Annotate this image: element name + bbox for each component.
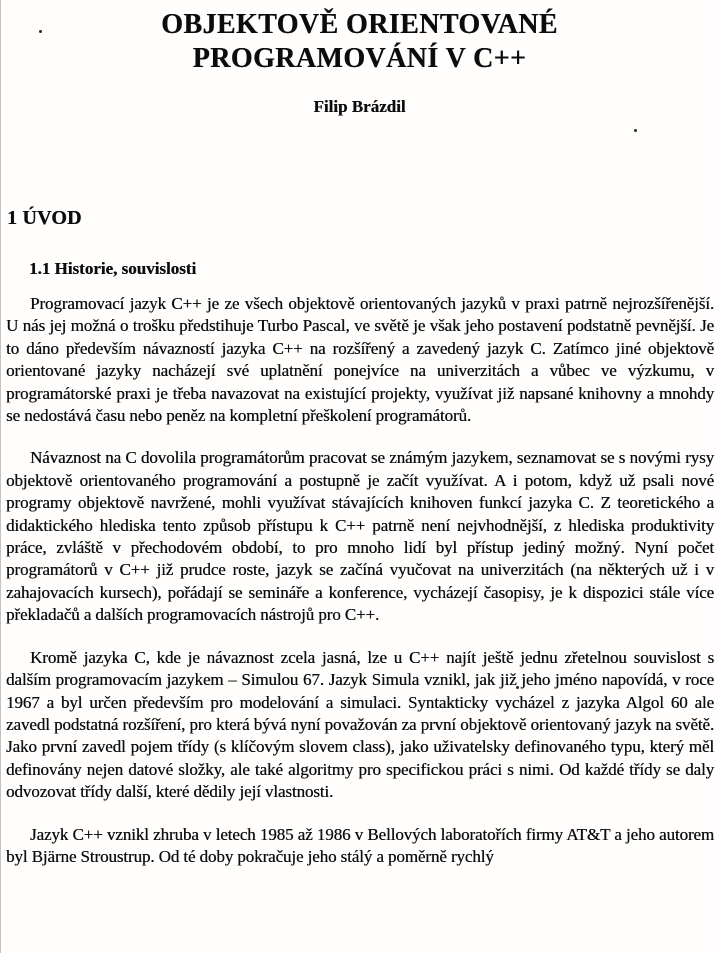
paragraph-4: Jazyk C++ vznikl zhruba v letech 1985 až 1986 v Bellových laboratořích firmy AT&T a jeho autorem byl Bjärne Stroustrup. Od té doby pokračuje jeho stálý a poměrně rychlý [6,824,714,866]
document-title [0,8,719,76]
document-title-line1: OBJEKTOVĚ ORIENTOVANÉ [161,9,558,40]
scan-edge-artifact [0,0,1,953]
body-text [6,293,714,888]
paragraph-2: Návaznost na C dovolila programátorům pracovat se známým jazykem, seznamovat se s novými rysy objektově orientovaného programování a postupně je začít využívat. A i potom, když už psali nové programy objektově navržené, mohli využívat stávajících knihoven funkcí jazyka C. Z teoretického a didaktického hlediska tento způsob přístupu k C++ patrně není nejvhodnější, z hlediska produktivity práce, zvláště v přechodovém období, to pro mnoho lidí byl přístup jediný možný. Nyní počet programátorů v C++ již prudce roste, jazyk se začíná vyučovat na univerzitách (na některých už i v zahajovacích kursech), pořádají se semináře a konference, vycházejí časopisy, je k dispozici stále více překladačů a dalších programovacích nástrojů pro C++. [6,448,714,625]
scan-speck [634,129,637,132]
subsection-heading: 1.1 Historie, souvislosti [29,259,197,278]
author-name: Filip Brázdil [313,97,406,116]
paragraph-3: Kromě jazyka C, kde je návaznost zcela jasná, lze u C++ najít ještě jednu zřetelnou souvislost s dalším programovacím jazykem – Simulou 67. Jazyk Simula vznikl, jak již jeho jméno napovídá, v roce 1967 a byl určen především pro modelování a simulaci. Syntakticky vycházel z jazyka Algol 60 ale zavedl podstatná rozšíření, pro která bývá nyní považován za první objektově orientovaný jazyk na světě. Jako první zavedl pojem třídy (s klíčovým slovem class), jako uživatelsky definovaného typu, který měl definovány nejen datové složky, ale také algoritmy pro specifickou práci s nimi. Od každé třídy se daly odvozovat třídy další, které dědily její vlastnosti. [6,647,714,802]
section-heading: 1 ÚVOD [7,207,82,229]
document-title-line2: PROGRAMOVÁNÍ V C++ [192,43,527,74]
paragraph-1: Programovací jazyk C++ je ze všech objektově orientovaných jazyků v praxi patrně nejrozšířenější. U nás jej možná o trošku předstihuje Turbo Pascal, ve světě je však jeho postavení podstatně pevnější. Je to dáno především návazností jazyka C++ na rozšířený a zavedený jazyk C. Zatímco jiné objektově orientované jazyky nacházejí své uplatnění ponejvíce na univerzitách a vůbec ve výzkumu, v programátorské praxi je třeba navazovat na existující projekty, využívat již napsané knihovny a mnohdy se nedostává času nebo peněz na kompletní přeškolení programátorů. [6,294,714,426]
